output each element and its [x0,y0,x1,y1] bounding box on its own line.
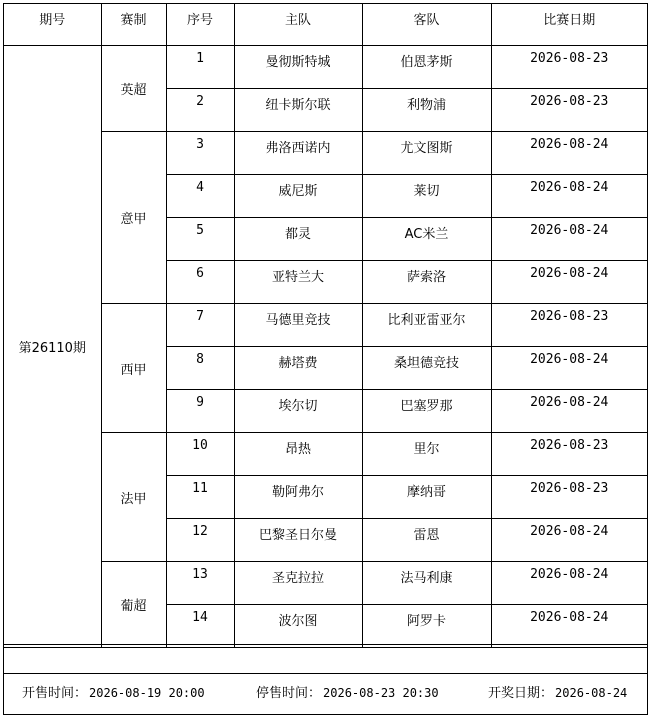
fixture-sheet [3,3,648,715]
sale-start-label: 开售时间： [22,686,88,701]
away-team: 雷恩 [362,519,491,562]
match-number: 6 [166,261,234,304]
match-date: 2026-08-23 [491,433,647,476]
draw-date-label: 开奖日期： [488,686,554,701]
away-team: AC米兰 [362,218,491,261]
home-team: 纽卡斯尔联 [234,89,362,132]
sale-stop [256,682,439,701]
match-number: 11 [166,476,234,519]
away-team: 桑坦德竞技 [362,347,491,390]
sale-start [22,682,205,701]
away-team: 萨索洛 [362,261,491,304]
league-cell: 意甲 [101,132,166,304]
blank-row [4,644,647,674]
away-team: 里尔 [362,433,491,476]
header-issue: 期号 [4,4,101,46]
match-date: 2026-08-23 [491,476,647,519]
match-date: 2026-08-24 [491,347,647,390]
away-team: 利物浦 [362,89,491,132]
table-row [4,132,647,175]
issue-cell: 第26110期 [4,46,101,648]
match-date: 2026-08-24 [491,132,647,175]
home-team: 昂热 [234,433,362,476]
match-date: 2026-08-24 [491,605,647,648]
away-team: 莱切 [362,175,491,218]
home-team: 埃尔切 [234,390,362,433]
match-date: 2026-08-24 [491,218,647,261]
home-team: 威尼斯 [234,175,362,218]
match-date: 2026-08-24 [491,175,647,218]
header-league: 赛制 [101,4,166,46]
fixture-table [4,4,647,648]
home-team: 波尔图 [234,605,362,648]
away-team: 法马利康 [362,562,491,605]
match-date: 2026-08-23 [491,89,647,132]
home-team: 巴黎圣日尔曼 [234,519,362,562]
home-team: 都灵 [234,218,362,261]
header-row [4,4,647,46]
league-cell: 西甲 [101,304,166,433]
match-number: 9 [166,390,234,433]
header-away-team: 客队 [362,4,491,46]
match-date: 2026-08-24 [491,261,647,304]
league-cell: 葡超 [101,562,166,648]
sale-stop-label: 停售时间： [256,686,322,701]
away-team: 比利亚雷亚尔 [362,304,491,347]
header-match-date: 比赛日期 [491,4,647,46]
home-team: 圣克拉拉 [234,562,362,605]
match-number: 3 [166,132,234,175]
table-row [4,562,647,605]
home-team: 勒阿弗尔 [234,476,362,519]
match-number: 10 [166,433,234,476]
sale-start-value: 2026-08-19 20:00 [89,686,205,700]
table-row [4,304,647,347]
table-row [4,46,647,89]
table-row [4,433,647,476]
match-number: 8 [166,347,234,390]
header-home-team: 主队 [234,4,362,46]
match-number: 2 [166,89,234,132]
match-number: 12 [166,519,234,562]
league-cell: 英超 [101,46,166,132]
home-team: 弗洛西诺内 [234,132,362,175]
away-team: 巴塞罗那 [362,390,491,433]
away-team: 尤文图斯 [362,132,491,175]
home-team: 亚特兰大 [234,261,362,304]
sale-stop-value: 2026-08-23 20:30 [323,686,439,700]
match-number: 1 [166,46,234,89]
draw-date [488,682,627,701]
header-number: 序号 [166,4,234,46]
draw-date-value: 2026-08-24 [555,686,628,700]
match-number: 5 [166,218,234,261]
home-team: 曼彻斯特城 [234,46,362,89]
match-number: 14 [166,605,234,648]
match-date: 2026-08-23 [491,304,647,347]
footer [4,674,647,714]
away-team: 伯恩茅斯 [362,46,491,89]
match-date: 2026-08-24 [491,390,647,433]
league-cell: 法甲 [101,433,166,562]
match-number: 7 [166,304,234,347]
away-team: 阿罗卡 [362,605,491,648]
match-date: 2026-08-24 [491,562,647,605]
match-date: 2026-08-24 [491,519,647,562]
match-number: 13 [166,562,234,605]
match-date: 2026-08-23 [491,46,647,89]
away-team: 摩纳哥 [362,476,491,519]
home-team: 马德里竞技 [234,304,362,347]
home-team: 赫塔费 [234,347,362,390]
match-number: 4 [166,175,234,218]
